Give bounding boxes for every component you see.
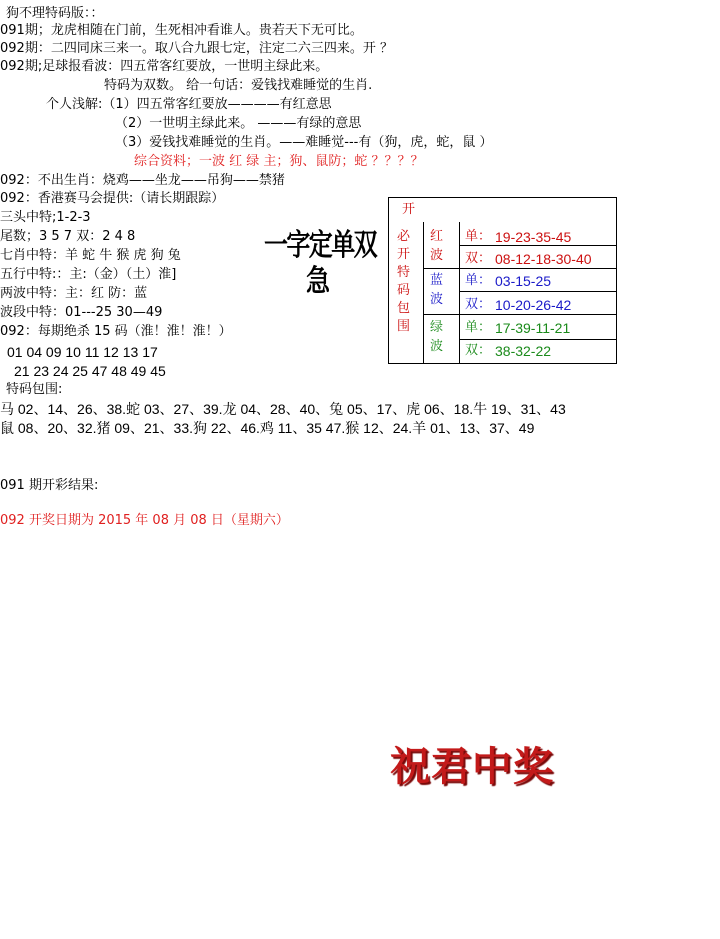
seven-zodiac-line: 七肖中特：羊 蛇 牛 猴 虎 狗 兔 — [0, 248, 181, 263]
blue-odd-kind: 单： — [465, 273, 492, 288]
blue-even-numbers: 10-20-26-42 — [495, 297, 572, 313]
red-even-kind: 双： — [465, 251, 492, 266]
no-zodiac-line: 092：不出生肖：烧鸡——坐龙——吊狗——禁猪 — [0, 173, 285, 188]
box-side-char: 必 — [397, 229, 411, 244]
provider-line: 092：香港赛马会提供:（请长期跟踪） — [0, 191, 225, 206]
two-wave-line: 两波中特：主：红 防：蓝 — [0, 286, 148, 301]
green-odd-numbers: 17-39-11-21 — [495, 320, 571, 336]
riddle-line: 特码为双数。 给一句话：爱钱找难睡觉的生肖. — [104, 78, 373, 93]
five-element-line: 五行中特:：主:（金）（土）淮] — [0, 267, 177, 282]
handwritten-odd-even: 一字定单双 — [264, 228, 376, 263]
numbers-row-1: 01 04 09 10 11 12 13 17 — [7, 344, 158, 360]
draw-date-line: 092 开奖日期为 2015 年 08 月 08 日（星期六） — [0, 513, 289, 528]
result-091-line: 091 期开彩结果: — [0, 478, 99, 493]
box-side-char: 开 — [397, 247, 411, 262]
line-091-poem: 091期；龙虎相随在门前，生死相冲看谁人。贵若天下无可比。 — [0, 23, 363, 38]
baowei-row-1: 马 02、14、26、38.蛇 03、27、39.龙 04、28、40、兔 05、17、虎 06、18.牛 19、31、43 — [0, 401, 566, 417]
blue-even-kind: 双： — [465, 297, 492, 312]
handwritten-urgent: 急 — [306, 264, 329, 299]
box-side-char: 特 — [397, 265, 411, 280]
red-odd-kind: 单： — [465, 229, 492, 244]
interpretation-1: 个人浅解:（1）四五常客红要放————有红意思 — [46, 97, 332, 112]
red-wave-label: 波 — [430, 248, 444, 263]
wave-segment-line: 波段中特：01---25 30—49 — [0, 305, 163, 320]
green-odd-kind: 单： — [465, 320, 492, 335]
box-side-char: 码 — [397, 283, 411, 298]
blue-wave-label: 波 — [430, 292, 444, 307]
green-wave-label: 波 — [430, 339, 444, 354]
special-number-box — [388, 197, 617, 364]
blue-odd-numbers: 03-15-25 — [495, 273, 552, 289]
numbers-row-2: 21 23 24 25 47 48 49 45 — [14, 363, 166, 379]
baowei-title: 特码包围: — [6, 382, 63, 397]
interpretation-2: （2）一世明主绿此来。 ———有绿的意思 — [115, 116, 362, 131]
red-even-numbers: 08-12-18-30-40 — [495, 251, 592, 267]
blue-wave-label: 蓝 — [430, 273, 444, 288]
tail-line: 尾数；3 5 7 双：2 4 8 — [0, 229, 136, 244]
red-odd-numbers: 19-23-35-45 — [495, 229, 572, 245]
baowei-row-2: 鼠 08、20、32.猪 09、21、33.狗 22、46.鸡 11、35 47.猴 12、24.羊 01、13、37、49 — [0, 420, 535, 436]
green-wave-label: 绿 — [430, 320, 444, 335]
kill-line: 092：每期绝杀 15 码（淮！淮！淮！） — [0, 324, 232, 339]
line-092-poem: 092期：二四同床三来一。取八合九跟七定，注定二六三四来。开 ？ — [0, 41, 393, 56]
box-side-char: 包 — [397, 301, 411, 316]
red-wave-label: 红 — [430, 229, 444, 244]
sanjou-line: 三头中特;1-2-3 — [0, 210, 91, 225]
box-open-label: 开 — [402, 202, 416, 217]
green-even-numbers: 38-32-22 — [495, 343, 552, 359]
summary-line: 综合资料；一波 红 绿 主；狗、鼠防；蛇 ？？？？ — [134, 154, 424, 169]
green-even-kind: 双： — [465, 343, 492, 358]
blessing-text: 祝君中奖 — [390, 743, 554, 790]
interpretation-3: （3）爱钱找难睡觉的生肖。——难睡觉---有（狗，虎，蛇，鼠 ） — [115, 135, 493, 150]
box-side-char: 围 — [397, 319, 411, 334]
page-header: 狗不理特码版：： — [6, 6, 104, 21]
line-092-football: 092期;足球报看波：四五常客红要放，一世明主绿此来。 — [0, 59, 329, 74]
